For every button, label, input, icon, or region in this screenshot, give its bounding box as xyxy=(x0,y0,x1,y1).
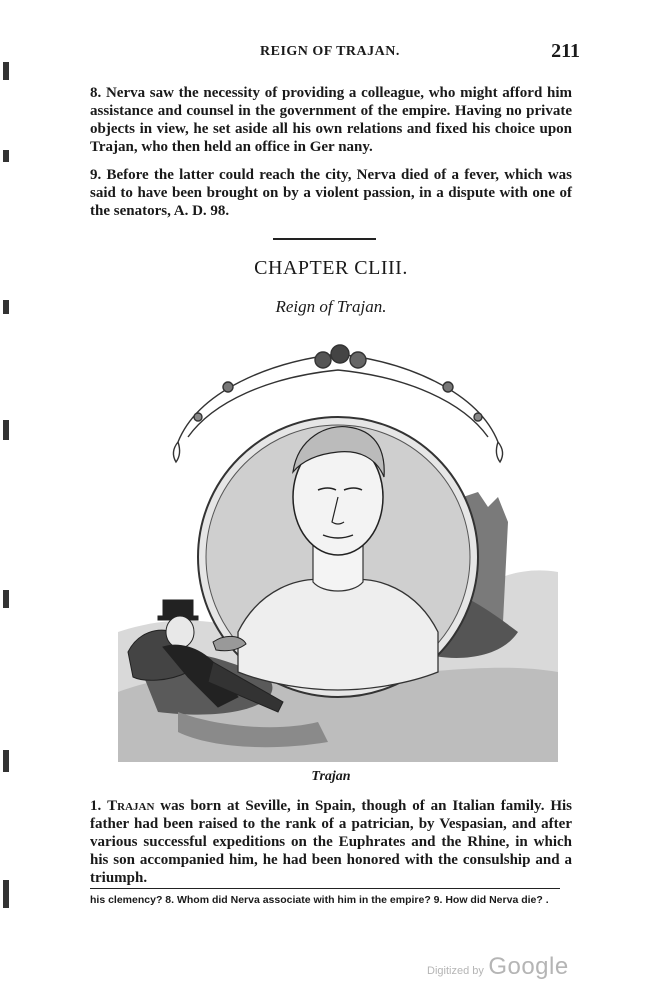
paragraph-1-text: was born at Seville, in Spain, though of an Italian family. His father had been raised to the rank of a patrician, by Vespasian, and after various successful expeditions on the Euphrates and the Rhine, in which his son accompanied him, he had been honored with the consulship and a triumph. xyxy=(90,798,572,886)
chapter-heading: CHAPTER CLIII. xyxy=(254,257,408,279)
trajan-name: Trajan xyxy=(107,798,155,814)
chapter-title: Reign of Trajan. xyxy=(275,297,387,316)
gutter-mark xyxy=(3,300,9,314)
paragraph-1 xyxy=(90,797,572,887)
running-title: REIGN OF TRAJAN. xyxy=(260,44,400,59)
illustration-caption: Trajan xyxy=(311,769,351,784)
digitized-by-google-watermark xyxy=(427,953,569,981)
gutter-mark xyxy=(3,420,9,440)
review-questions: his clemency? 8. Whom did Nerva associate with him in the empire? 9. How did Nerva die? . xyxy=(90,894,549,906)
watermark-prefix: Digitized by xyxy=(427,965,484,977)
footnote-rule xyxy=(90,888,560,889)
gutter-mark xyxy=(3,880,9,908)
page-number: 211 xyxy=(551,40,580,62)
running-head xyxy=(90,40,580,64)
paragraph-9: 9. Before the latter could reach the city, Nerva died of a fever, which was said to have been brought on by a violent passion, in a dispute with one of the senators, A. D. 98. xyxy=(90,167,572,219)
google-logo-text: Google xyxy=(488,953,569,980)
portrait-medallion xyxy=(198,417,478,697)
gutter-mark xyxy=(3,150,9,162)
section-divider xyxy=(273,238,376,240)
trajan-engraving xyxy=(118,332,558,762)
paragraph-8: 8. Nerva saw the necessity of providing a colleague, who might afford him assistance and counsel in the government of the empire. Having no private objects in view, he set aside all his own relations and fixed his choice upon Trajan, who then held an office in Ger nany. xyxy=(90,85,572,155)
gutter-mark xyxy=(3,590,9,608)
gutter-mark xyxy=(3,750,9,772)
paragraph-1-number: 1. xyxy=(90,798,108,814)
gutter-mark xyxy=(3,62,9,80)
